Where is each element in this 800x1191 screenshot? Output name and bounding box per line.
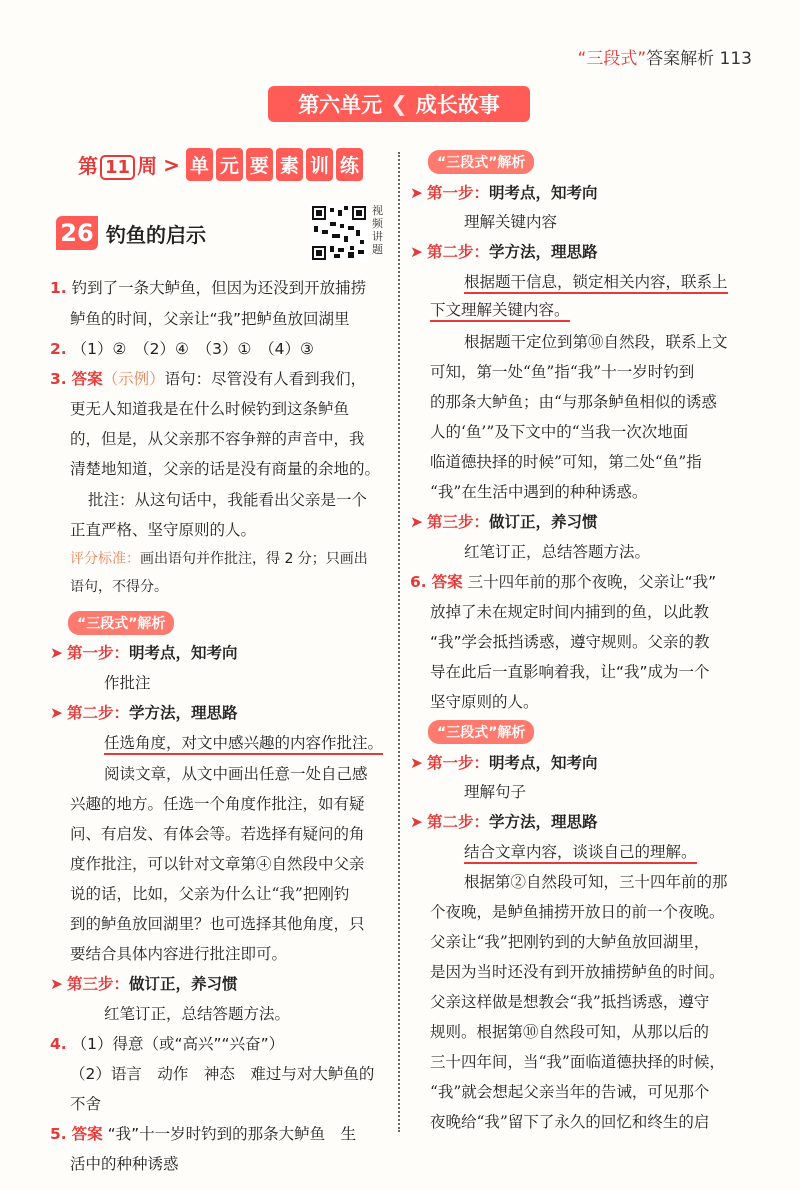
arrow-right-icon: ➤	[50, 975, 63, 993]
q1-line2: 鲈鱼的时间，父亲让“我”把鲈鱼放回湖里	[70, 310, 350, 328]
q3-line1: 3. 答案（示例）语句：尽管没有人看到我们，	[50, 370, 367, 388]
step2b-method: 结合文章内容，谈谈自己的理解。	[464, 840, 697, 862]
week-number: 11	[100, 155, 135, 180]
unit-name: 第六单元	[298, 93, 383, 117]
lesson-header	[56, 216, 206, 250]
arrow-right-icon: ➤	[410, 243, 423, 261]
arrow-right-icon: ➤	[410, 513, 423, 531]
arrow-right-icon: ➤	[50, 644, 63, 662]
week-label: 第 11 周	[78, 153, 158, 178]
step2-p6: 到的鲈鱼放回湖里？也可选择其他角度，只	[70, 915, 365, 933]
step2-p4: 度作批注，可以针对文章第④自然段中父亲	[70, 855, 365, 873]
train-char: 要	[246, 148, 273, 181]
step2-method-l1: 根据题干信息，锁定相关内容，联系上	[464, 270, 728, 292]
column-divider	[398, 152, 400, 1132]
train-char: 训	[306, 148, 333, 181]
step2b-p1: 根据第②自然段可知，三十四年前的那	[464, 873, 728, 891]
analysis-badge: “三段式”解析	[428, 150, 534, 174]
step2-method-l2: 下文理解关键内容。	[430, 298, 570, 320]
step2-p3: 问、有启发、有体会等。若选择有疑问的角	[70, 825, 365, 843]
unit-title	[268, 86, 530, 122]
arrow-right-icon: ➤	[410, 813, 423, 831]
q3-line6: 正直严格、坚守原则的人。	[70, 521, 257, 539]
chevron-right-icon: >	[163, 152, 180, 177]
step2-p4: 人的‘鱼’”及下文中的“当我一次次地面	[430, 423, 689, 441]
step1b-content: 理解句子	[464, 783, 527, 801]
step1-content: 理解关键内容	[464, 213, 558, 231]
step2b-p6: 规则。根据第⑩自然段可知，从那以后的	[430, 1023, 710, 1041]
score-line1: 评分标准：画出语句并作批注，得 2 分；只画出	[70, 551, 368, 567]
arrow-right-icon: ➤	[50, 704, 63, 722]
step2: ➤ 第二步：学方法，理思路	[50, 704, 238, 722]
step1-content: 作批注	[104, 674, 151, 692]
step2b: ➤ 第二步：学方法，理思路	[410, 813, 598, 831]
q5-line1: 5. 答案 “我”十一岁时钓到的那条大鲈鱼 生	[50, 1125, 357, 1143]
step2b-p3: 父亲让“我”把刚钓到的大鲈鱼放回湖里，	[430, 933, 710, 951]
step3: ➤ 第三步：做订正，养习惯	[50, 975, 238, 993]
step2-p2: 兴趣的地方。任选一个角度作批注，如有疑	[70, 795, 365, 813]
qr-label: 视频讲题	[372, 204, 383, 256]
step2b-p9: 夜晚给“我”留下了永久的回忆和终生的启	[430, 1113, 710, 1131]
q3-line4: 清楚地知道，父亲的话是没有商量的余地的。	[70, 460, 381, 478]
q1-line1: 1. 钓到了一条大鲈鱼，但因为还没到开放捕捞	[50, 279, 367, 297]
step2-p7: 要结合具体内容进行批注即可。	[70, 945, 288, 963]
analysis-badge: “三段式”解析	[68, 611, 174, 635]
q4-line2: （2）语言 动作 神态 难过与对大鲈鱼的	[70, 1065, 375, 1083]
train-char: 练	[336, 148, 363, 181]
qr-code-icon[interactable]	[310, 204, 368, 262]
train-char: 单	[186, 148, 213, 181]
q6-line5: 坚守原则的人。	[430, 693, 539, 711]
q6-line2: 放掉了未在规定时间内捕到的鱼，以此教	[430, 603, 710, 621]
score-line2: 语句，不得分。	[70, 579, 168, 595]
arrow-right-icon: ➤	[410, 184, 423, 202]
unit-separator: ❮	[390, 92, 408, 116]
unit-subtitle: 成长故事	[415, 93, 500, 117]
step2b-p8: “我”就会想起父亲当年的告诫，可见那个	[430, 1083, 710, 1101]
q4-line1: 4. （1）得意（或“高兴”“兴奋”）	[50, 1035, 285, 1053]
page-number: 113	[719, 49, 752, 69]
step2-p1: 根据题干定位到第⑩自然段，联系上文	[464, 333, 728, 351]
step1: ➤ 第一步：明考点，知考向	[50, 644, 238, 662]
q3-line3: 的，但是，从父亲那不容争辩的声音中，我	[70, 430, 365, 448]
step2-p3: 的那条大鲈鱼；由“与那条鲈鱼相似的诱惑	[430, 393, 717, 411]
step2-p5: 临道德抉择的时候”可知，第二处“鱼”指	[430, 453, 702, 471]
train-char: 素	[276, 148, 303, 181]
q3-line5: 批注：从这句话中，我能看出父亲是一个	[88, 491, 368, 509]
step2-method: 任选角度，对文中感兴趣的内容作批注。	[104, 731, 383, 753]
arrow-right-icon: ➤	[410, 754, 423, 772]
step2b-p4: 是因为当时还没有到开放捕捞鲈鱼的时间。	[430, 963, 725, 981]
step2-p5: 说的话，比如，父亲为什么让“我”把刚钓	[70, 885, 350, 903]
step2-p6: “我”在生活中遇到的种种诱惑。	[430, 483, 648, 501]
q3-line2: 更无人知道我是在什么时候钓到这条鲈鱼	[70, 400, 350, 418]
q6-line4: 导在此后一直影响着我，让“我”成为一个	[430, 663, 710, 681]
q4-line3: 不舍	[70, 1095, 102, 1113]
step2: ➤ 第二步：学方法，理思路	[410, 243, 598, 261]
analysis-badge: “三段式”解析	[428, 720, 534, 744]
q2-line: 2. （1）② （2）④ （3）① （4）③	[50, 340, 314, 358]
step3-content: 红笔订正，总结答题方法。	[104, 1005, 291, 1023]
step1b: ➤ 第一步：明考点，知考向	[410, 754, 598, 772]
header-text: 答案解析	[646, 49, 715, 69]
q5-line2: 活中的种种诱惑	[70, 1155, 179, 1173]
unit-element-training	[186, 148, 363, 181]
step2-p2: 可知，第一处“鱼”指“我”十一岁时钓到	[430, 363, 695, 381]
page-header	[578, 44, 752, 69]
q6-line1: 6. 答案 三十四年前的那个夜晚，父亲让“我”	[410, 573, 717, 591]
step2-p1: 阅读文章，从文中画出任意一处自己感	[104, 765, 368, 783]
lesson-title: 钓鱼的启示	[106, 222, 206, 247]
week-row	[78, 148, 363, 181]
lesson-number: 26	[56, 216, 98, 250]
step1: ➤ 第一步：明考点，知考向	[410, 184, 598, 202]
q6-line3: “我”学会抵挡诱惑，遵守规则。父亲的教	[430, 633, 710, 651]
step2b-p2: 个夜晚，是鲈鱼捕捞开放日的前一个夜晚。	[430, 903, 725, 921]
header-prefix: “三段式”	[577, 49, 647, 69]
step2b-p5: 父亲这样做是想教会“我”抵挡诱惑，遵守	[430, 993, 710, 1011]
step2b-p7: 三十四年间，当“我”面临道德抉择的时候，	[430, 1053, 725, 1071]
train-char: 元	[216, 148, 243, 181]
step3: ➤ 第三步：做订正，养习惯	[410, 513, 598, 531]
step3-content: 红笔订正，总结答题方法。	[464, 543, 651, 561]
